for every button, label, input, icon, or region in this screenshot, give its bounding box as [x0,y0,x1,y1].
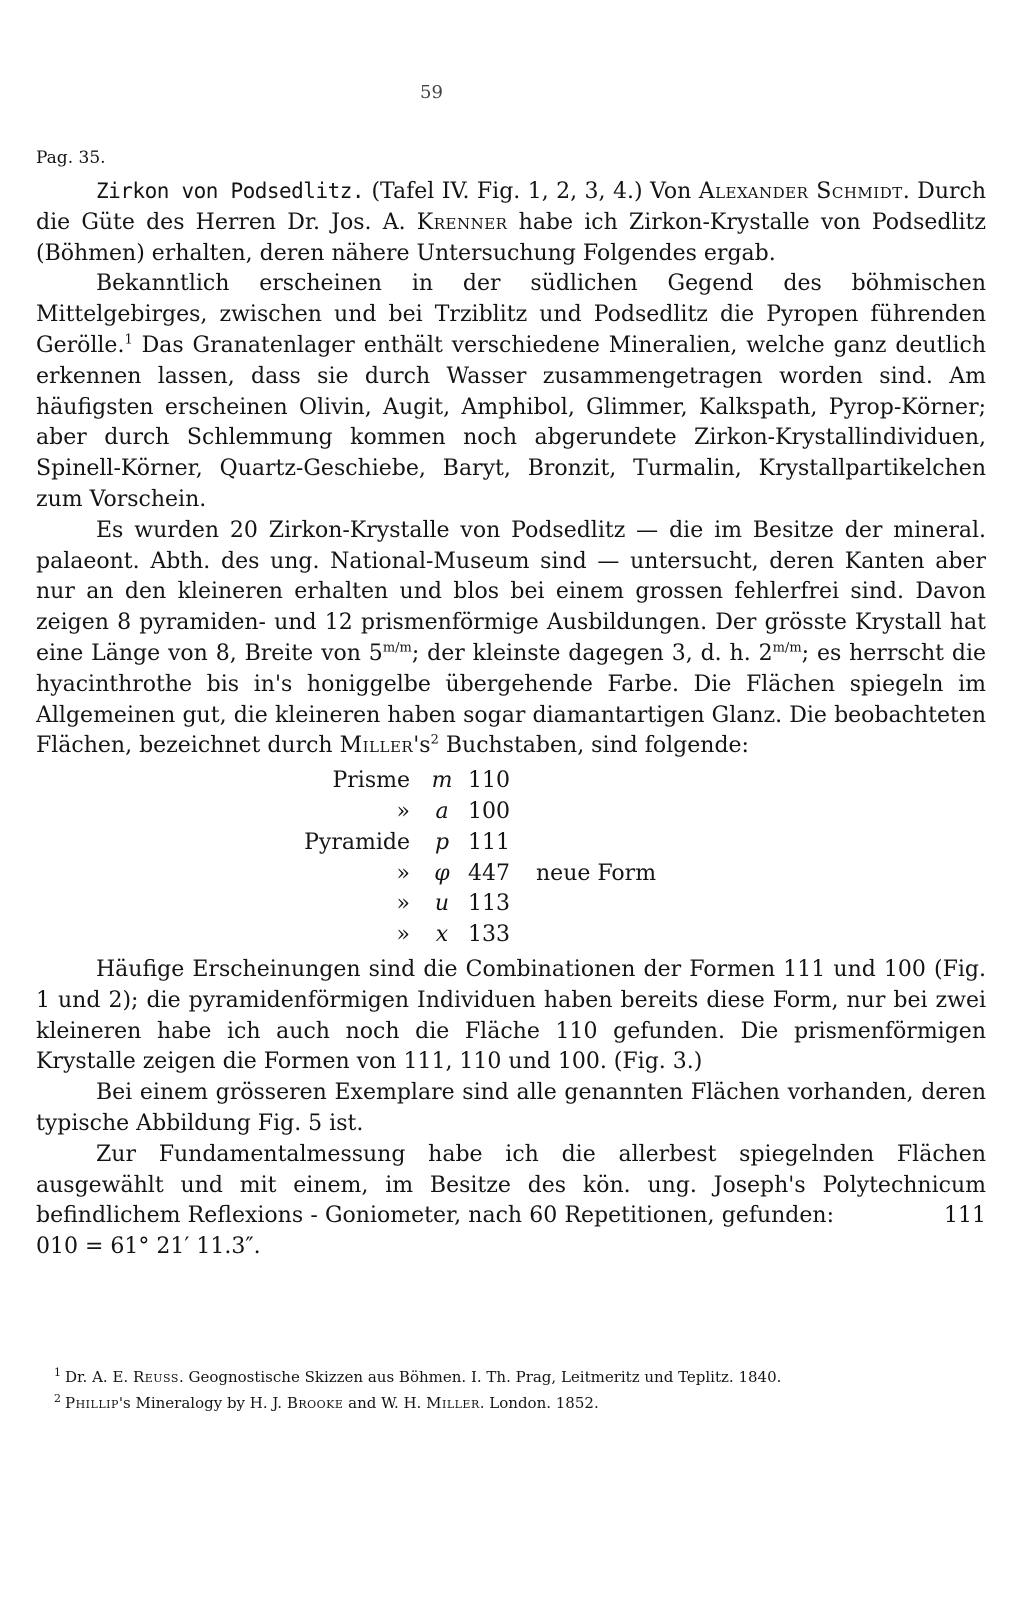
form-note [532,920,656,951]
form-index: 113 [468,891,510,917]
form-name: » [396,891,410,917]
crystal-form-row [298,920,656,951]
footnote-1-text-b: . Geognostische Skizzen aus Böhmen. I. Th. Prag, Leitmeritz und Teplitz. 1840. [178,1368,782,1386]
intro-text-c: habe ich Zirkon-Krystalle von Podsedlitz (Böhmen) erhalten, deren nähere Untersuchung Folgendes ergab. [36,209,986,266]
miller-name: Miller [339,733,414,759]
form-note [532,797,656,828]
footnote-1 [36,1362,986,1388]
article-body [36,176,986,1263]
paragraph-crystals [36,516,986,762]
intro-text-b: . Durch die Güte des Herren Dr. Jos. A. [36,179,986,235]
crystals-text-a: Es wurden 20 Zirkon-Krystalle von Podsedlitz — die im Besitze der mineral. palaeont. Abth. des ung. National-Museum sind — untersucht, deren Kanten aber nur an den kleineren erhalten und blos bei einem grossen fehlerfrei sind. Davon zeigen 8 pyramiden- und 12 prismenförmige Ausbildungen. Der grösste Krystall hat eine Länge von 8, Breite von 5 [36,517,986,666]
geology-text-b: Das Granatenlager enthält verschiedene Mineralien, welche ganz deutlich erkennen lassen, dass sie durch Wasser zusammengetragen worden sind. Am häufigsten erscheinen Olivin, Augit, Amphibol, Glimmer, Kalkspath, Pyrop-Körner; aber durch Schlemmung kommen noch abgerundete Zirkon-Krystallindividuen, Spinell-Körner, Quartz-Geschiebe, Baryt, Bronzit, Turmalin, Krystallpartikelchen zum Vorschein. [36,332,986,512]
form-name: Pyramide [304,829,410,855]
goniometer-result: 111 010 = 61° 21′ 11.3″. [36,1203,986,1260]
footnote-2-text-a: 's Mineralogy by H. J. [118,1394,287,1412]
footnote-2 [36,1388,986,1414]
page-number: 59 [420,82,443,103]
footnote-1-reuss: Reuss [132,1368,179,1386]
form-note: neue Form [536,860,657,886]
unit-mm: m/m [382,640,412,656]
form-name: Prisme [332,768,410,794]
footnotes [36,1362,986,1414]
page-reference: Pag. 35. [36,148,106,168]
paragraph-geology [36,269,986,515]
form-symbol: φ [434,860,450,886]
paragraph-measurement [36,1140,986,1263]
form-symbol: u [434,891,450,917]
intro-text-a: (Tafel IV. Fig. 1, 2, 3, 4.) Von [364,179,699,204]
document-page [36,0,988,1599]
footnote-2-brooke: Brooke [286,1394,344,1412]
form-symbol: m [431,768,453,794]
footnote-2-text-c: . London. 1852. [479,1394,599,1412]
crystals-text-c: ; es herrscht die hyacinthrothe bis in's honiggelbe übergehende Farbe. Die Flächen spiegeln im Allgemeinen gut, die kleineren haben sogar diamantartigen Glanz. Die beobachteten Flächen, bezeichnet durch [36,640,987,759]
footnote-2-miller: Miller [426,1394,480,1412]
measurement-text: Zur Fundamentalmessung habe ich die allerbest spiegelnden Flächen ausgewählt und mit einem, im Besitze des kön. ung. Joseph's Polytechnicum befindlichem Reflexions - Goniometer, nach 60 Repetitionen, gefunden: [36,1141,986,1229]
form-index: 100 [468,798,510,824]
crystal-form-row [298,766,656,797]
paragraph-intro [36,176,986,269]
crystal-form-row [298,828,656,859]
form-symbol: a [435,798,449,824]
crystals-text-d: 's [413,733,431,759]
footnote-1-mark: 1 [54,1366,61,1379]
form-name: » [396,922,410,948]
form-index: 110 [468,768,510,794]
crystals-text-e: Buchstaben, sind folgende: [438,733,749,759]
form-symbol: p [434,829,450,855]
geology-text-a: Bekanntlich erscheinen in der südlichen Gegend des böhmischen Mittelgebirges, zwischen und bei Trziblitz und Podsedlitz die Pyropen führenden Gerölle. [36,271,986,358]
form-name: » [396,798,410,824]
form-note [532,828,656,859]
footnote-ref-1[interactable]: 1 [124,332,133,348]
crystal-form-row [298,889,656,920]
form-symbol: x [435,922,449,948]
footnote-2-mark: 2 [54,1392,61,1405]
footnote-2-text-b: and W. H. [343,1394,427,1412]
form-index: 447 [468,860,510,886]
form-note [532,889,656,920]
crystals-text-b: ; der kleinste dagegen 3, d. h. 2 [411,640,773,666]
author-name: Alexander Schmidt [698,179,903,204]
form-index: 111 [468,829,510,855]
unit-mm-2: m/m [772,640,802,656]
paragraph-exemplar: Bei einem grösseren Exemplare sind alle genannten Flächen vorhanden, deren typische Abbildung Fig. 5 ist. [36,1080,986,1136]
crystal-form-row [298,859,656,890]
crystal-form-row [298,797,656,828]
article-title: Zirkon von Podsedlitz. [96,179,365,203]
form-note [532,766,656,797]
form-index: 133 [468,922,510,948]
footnote-1-text-a: Dr. A. E. [65,1368,133,1386]
footnote-2-phillip: Phillip [65,1394,119,1412]
krenner-name: Krenner [416,209,508,235]
form-name: » [396,860,410,886]
crystal-forms-table [298,766,656,951]
footnote-ref-2[interactable]: 2 [430,733,439,749]
paragraph-combinations: Häufige Erscheinungen sind die Combinationen der Formen 111 und 100 (Fig. 1 und 2); die pyramidenförmigen Individuen haben bereits diese Form, nur bei zwei kleineren habe ich auch noch die Fläche 110 gefunden. Die prismenförmigen Krystalle zeigen die Formen von 111, 110 und 100. (Fig. 3.) [36,956,986,1075]
